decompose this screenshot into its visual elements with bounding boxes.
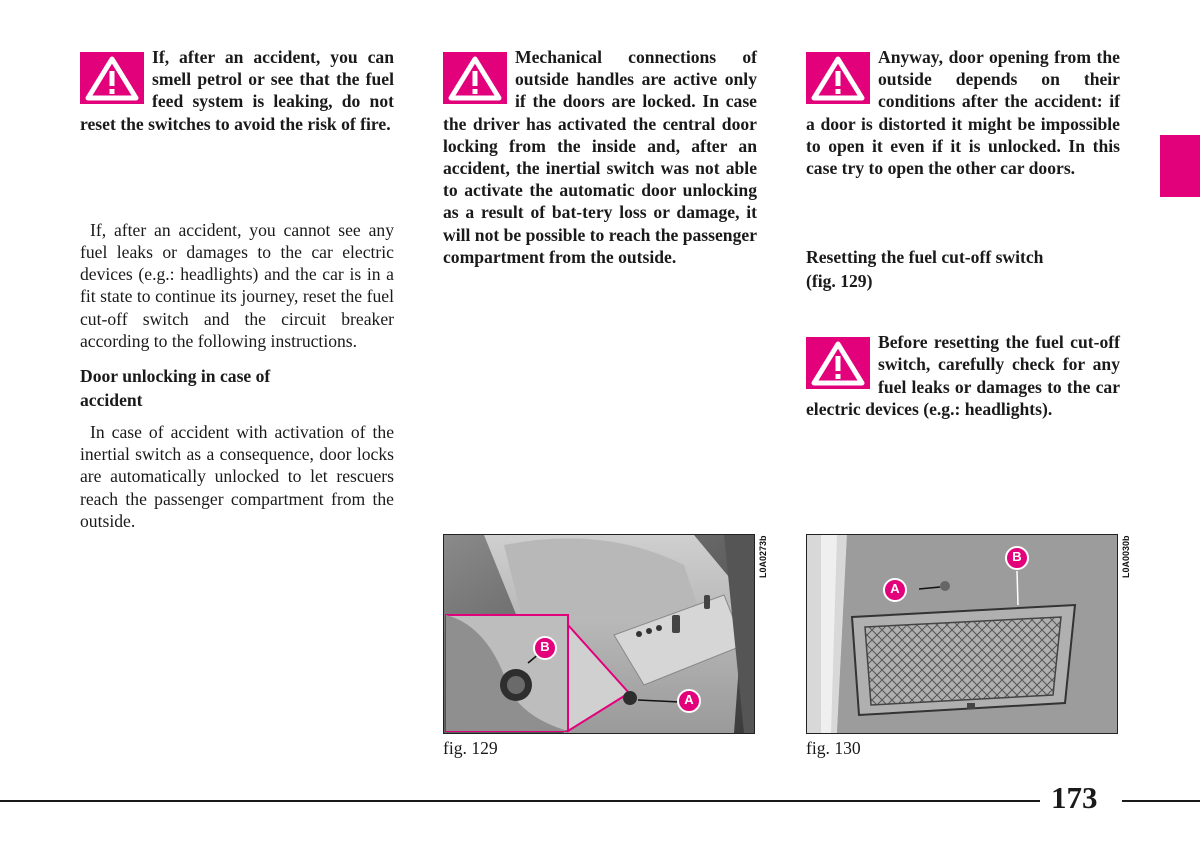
warning-block [80,46,394,135]
column-3 [806,46,1120,420]
callout-a-label: A [684,692,694,707]
page-number: 173 [1051,780,1098,815]
column-2 [443,46,757,268]
column-1 [80,46,394,532]
fuel-leak-warning: If, after an accident, you can smell petrol or see that the fuel feed system is leaking, do not reset the switches to avoid the risk of fire. [80,47,394,134]
mechanical-connections-warning: Mechanical connections of outside handles are active only if the doors are locked. In case the driver has activated the central door locking from the inside and, after an accident, the inertial switch was not able to activate the automatic door unlocking as a result of bat-tery loss or damage, it will not be possible to reach the passenger compartment from the outside. [443,47,757,267]
figure-130-code: L0A0030b [1121,535,1131,578]
figure-129-caption: fig. 129 [443,738,498,758]
heading-line: accident [80,390,143,411]
figure-129-code: L0A0273b [758,535,768,578]
reset-fuel-switch-heading [806,245,1120,293]
warning-icon [443,52,507,104]
warning-icon [806,337,870,389]
warning-block [443,46,757,268]
figure-130-caption: fig. 130 [806,738,861,758]
door-opening-warning: Anyway, door opening from the outside depends on their conditions after the accident: if a door is distorted it might be impossible to open it even if it is unlocked. In this case try to open the other car doors. [806,47,1120,179]
warning-block [806,46,1120,179]
reset-intro-paragraph: If, after an accident, you cannot see any fuel leaks or damages to the car electric devices (e.g.: headlights) and the car is in a fit state to continue its journey, reset the fuel cut-off switch and the circuit breaker according to the following instructions. [80,219,394,351]
warning-icon [80,52,144,104]
callout-a-label: A [890,581,900,596]
heading-line: Resetting the fuel cut-off switch [806,247,1044,268]
heading-line: Door unlocking in case of [80,366,271,387]
door-unlocking-heading [80,364,394,412]
callout-b-label: B [1012,549,1022,564]
callout-b-label: B [540,639,550,654]
warning-block [806,331,1120,420]
heading-line: (fig. 129) [806,271,873,292]
figure-130-image [806,534,1118,734]
footer-rule-left [0,800,1040,802]
door-unlocking-paragraph: In case of accident with activation of the inertial switch as a consequence, door locks are automatically unlocked to let rescuers reach the passenger compartment from the outside. [80,422,394,531]
warning-icon [806,52,870,104]
section-thumb-tab [1160,135,1200,197]
before-reset-warning: Before resetting the fuel cut-off switch, carefully check for any fuel leaks or damages to the car electric devices (e.g.: headlights). [806,332,1120,419]
footer-rule-right [1122,800,1200,802]
figure-129-image [443,534,755,734]
